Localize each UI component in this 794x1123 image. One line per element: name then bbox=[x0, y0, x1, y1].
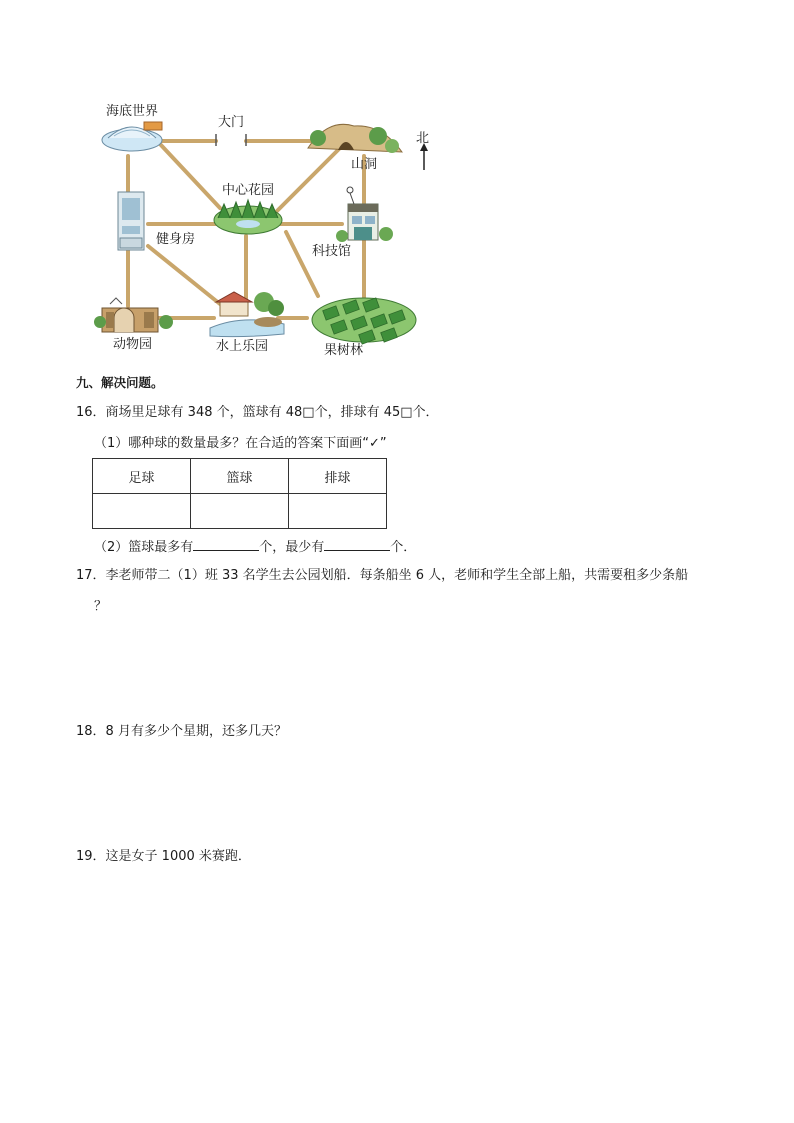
q16-answer-table bbox=[92, 458, 387, 529]
label-north: 北 bbox=[416, 131, 430, 146]
answer-blank-max[interactable] bbox=[193, 536, 259, 551]
q16-part2-a: （2）篮球最多有 bbox=[94, 540, 194, 555]
answer-cell-basketball[interactable] bbox=[191, 494, 289, 529]
ocean-world-building bbox=[102, 122, 162, 151]
answer-cell-volleyball[interactable] bbox=[289, 494, 387, 529]
cave-hill bbox=[308, 124, 402, 153]
central-garden bbox=[214, 200, 282, 234]
label-science-museum: 科技馆 bbox=[312, 244, 352, 259]
park-map bbox=[92, 96, 432, 362]
orchard bbox=[312, 298, 416, 344]
q18-text: 18．8 月有多少个星期，还多几天？ bbox=[76, 724, 287, 739]
table-header-volleyball: 排球 bbox=[289, 459, 387, 494]
q16-stem: 16．商场里足球有 348 个，篮球有 48□个，排球有 45□个． bbox=[76, 405, 439, 420]
label-gate: 大门 bbox=[218, 115, 245, 130]
answer-blank-min[interactable] bbox=[324, 536, 390, 551]
water-park bbox=[210, 292, 284, 337]
q16-part1: （1）哪种球的数量最多？在合适的答案下面画“✓” bbox=[94, 436, 387, 451]
label-center-garden: 中心花园 bbox=[222, 183, 275, 198]
label-zoo: 动物园 bbox=[113, 337, 153, 352]
table-header-football: 足球 bbox=[93, 459, 191, 494]
zoo-building bbox=[94, 298, 173, 332]
q16-part2-b: 个，最少有 bbox=[259, 540, 325, 555]
q17-line2: ？ bbox=[94, 599, 108, 614]
q17-line1: 17．李老师带二（1）班 33 名学生去公园划船．每条船坐 6 人，老师和学生全部上船，共需要租多少条船 bbox=[76, 568, 689, 583]
label-ocean-world: 海底世界 bbox=[106, 104, 159, 119]
table-header-basketball: 篮球 bbox=[191, 459, 289, 494]
q16-part2 bbox=[94, 536, 416, 557]
label-cave: 山洞 bbox=[351, 157, 378, 172]
label-water-park: 水上乐园 bbox=[216, 339, 269, 354]
answer-cell-football[interactable] bbox=[93, 494, 191, 529]
gym-building bbox=[118, 192, 144, 250]
gate-marker bbox=[216, 134, 246, 146]
section-title: 九、解决问题。 bbox=[76, 375, 164, 390]
north-arrow-icon bbox=[420, 143, 428, 170]
label-gym: 健身房 bbox=[156, 232, 196, 247]
q19-text: 19．这是女子 1000 米赛跑． bbox=[76, 849, 251, 864]
q16-part2-c: 个． bbox=[390, 540, 417, 555]
label-orchard: 果树林 bbox=[324, 343, 364, 358]
